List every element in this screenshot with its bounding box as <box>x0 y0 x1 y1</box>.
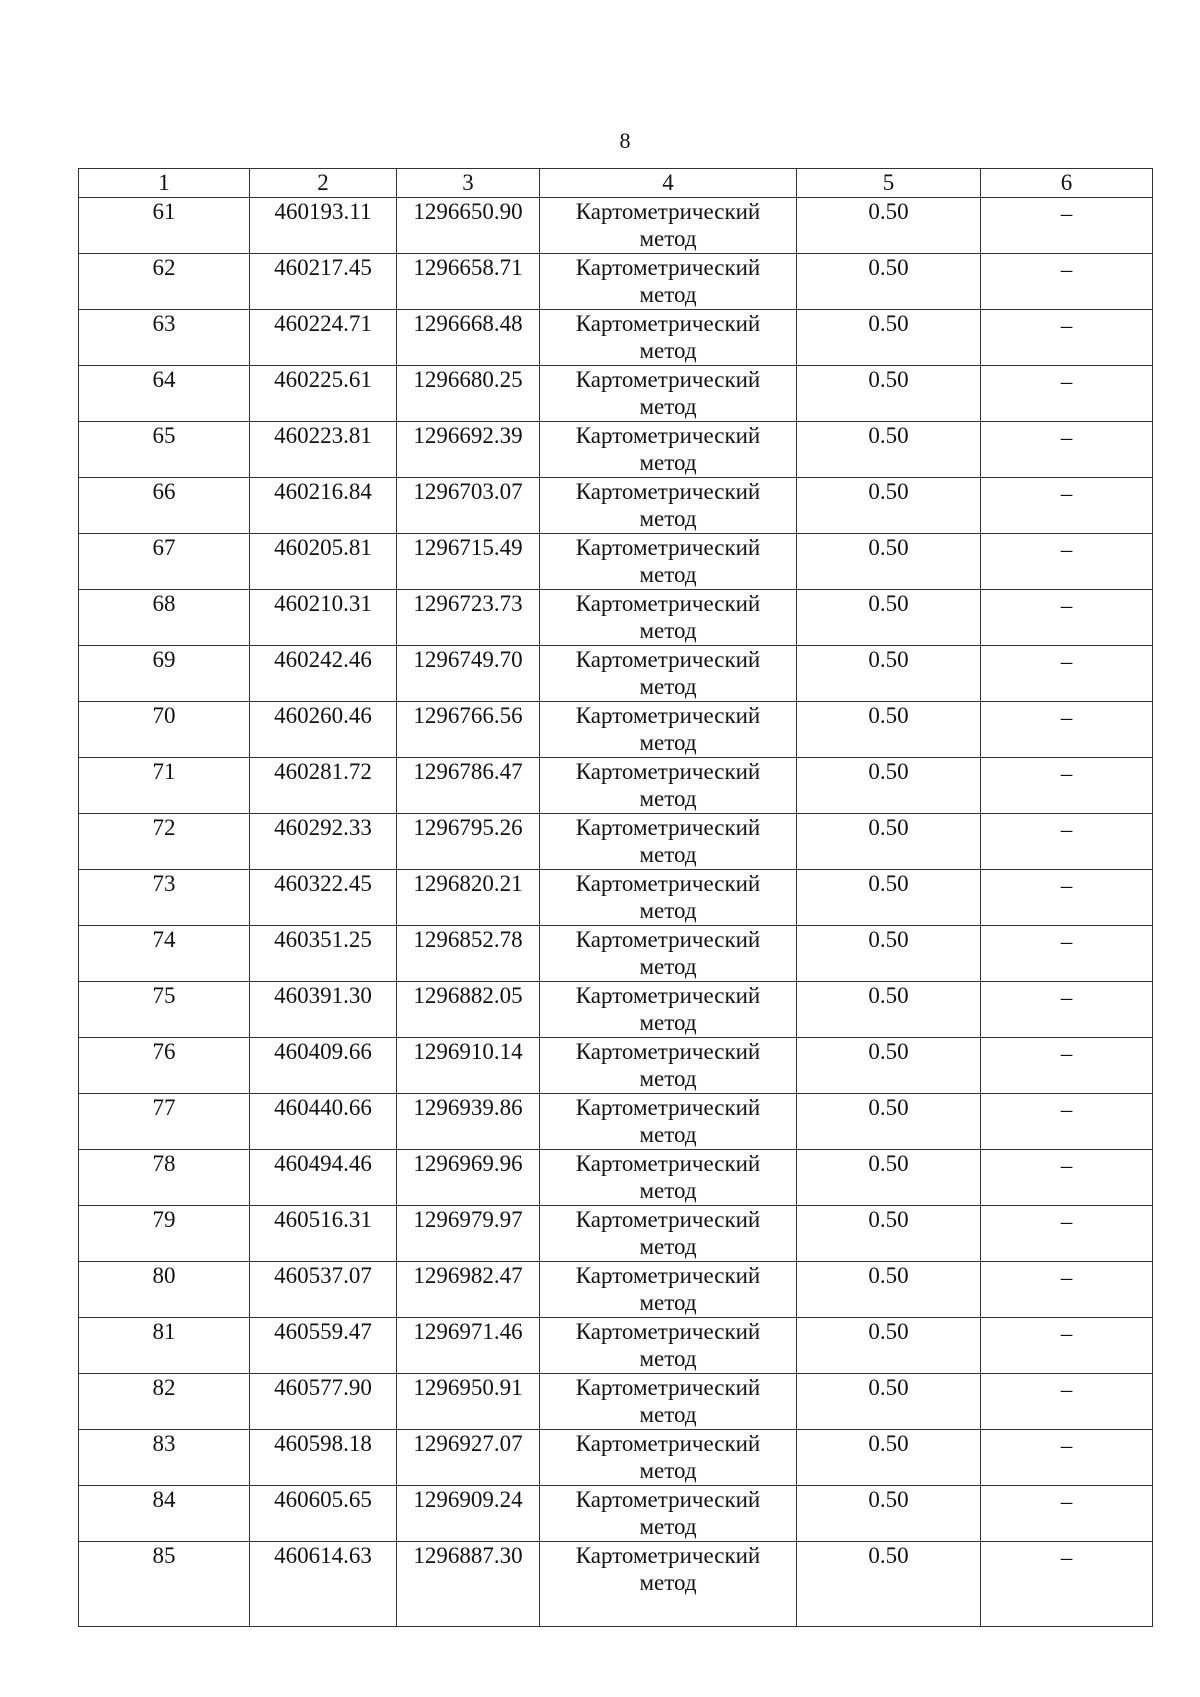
y-coordinate-cell: 1296650.90 <box>397 198 540 254</box>
method-line-2: метод <box>639 1122 697 1147</box>
method-line-1: Картометрический <box>575 423 761 448</box>
x-coordinate-cell: 460242.46 <box>250 646 397 702</box>
y-coordinate-cell: 1296692.39 <box>397 422 540 478</box>
method-line-2: метод <box>639 1010 697 1035</box>
y-coordinate-cell: 1296927.07 <box>397 1430 540 1486</box>
point-number-cell: 73 <box>79 870 250 926</box>
accuracy-cell: 0.50 <box>797 1094 981 1150</box>
accuracy-cell: 0.50 <box>797 534 981 590</box>
note-dash: – <box>1060 257 1073 282</box>
point-number-cell: 83 <box>79 1430 250 1486</box>
point-number-cell: 72 <box>79 814 250 870</box>
x-coordinate-cell: 460494.46 <box>250 1150 397 1206</box>
note-dash: – <box>1060 1209 1073 1234</box>
point-number-cell: 80 <box>79 1262 250 1318</box>
y-coordinate-cell: 1296939.86 <box>397 1094 540 1150</box>
y-coordinate-cell: 1296909.24 <box>397 1486 540 1542</box>
method-line-1: Картометрический <box>575 871 761 896</box>
column-header-4: 4 <box>540 169 797 198</box>
note-cell <box>981 422 1153 478</box>
accuracy-cell: 0.50 <box>797 1206 981 1262</box>
accuracy-cell: 0.50 <box>797 1318 981 1374</box>
accuracy-cell: 0.50 <box>797 814 981 870</box>
method-cell <box>540 254 797 310</box>
method-cell <box>540 814 797 870</box>
method-cell <box>540 422 797 478</box>
method-line-2: метод <box>639 954 697 979</box>
accuracy-cell: 0.50 <box>797 1542 981 1627</box>
note-cell <box>981 1262 1153 1318</box>
table-row <box>79 1374 1153 1430</box>
note-dash: – <box>1060 929 1073 954</box>
y-coordinate-cell: 1296703.07 <box>397 478 540 534</box>
note-dash: – <box>1060 313 1073 338</box>
method-line-2: метод <box>639 1066 697 1091</box>
table-row <box>79 926 1153 982</box>
method-cell <box>540 1094 797 1150</box>
method-line-2: метод <box>639 226 697 251</box>
point-number-cell: 81 <box>79 1318 250 1374</box>
note-cell <box>981 870 1153 926</box>
x-coordinate-cell: 460351.25 <box>250 926 397 982</box>
method-line-1: Картометрический <box>575 1207 761 1232</box>
point-number-cell: 64 <box>79 366 250 422</box>
method-line-2: метод <box>639 842 697 867</box>
method-line-2: метод <box>639 394 697 419</box>
method-line-2: метод <box>639 1514 697 1539</box>
x-coordinate-cell: 460614.63 <box>250 1542 397 1627</box>
method-cell <box>540 534 797 590</box>
table-row <box>79 1542 1153 1627</box>
method-cell <box>540 982 797 1038</box>
point-number-cell: 82 <box>79 1374 250 1430</box>
method-cell <box>540 702 797 758</box>
table-row <box>79 478 1153 534</box>
method-cell <box>540 926 797 982</box>
column-header-3: 3 <box>397 169 540 198</box>
point-number-cell: 65 <box>79 422 250 478</box>
note-dash: – <box>1060 985 1073 1010</box>
method-cell <box>540 366 797 422</box>
accuracy-cell: 0.50 <box>797 1374 981 1430</box>
x-coordinate-cell: 460322.45 <box>250 870 397 926</box>
table-header <box>79 169 1153 198</box>
y-coordinate-cell: 1296950.91 <box>397 1374 540 1430</box>
accuracy-cell: 0.50 <box>797 758 981 814</box>
column-header-6: 6 <box>981 169 1153 198</box>
note-dash: – <box>1060 425 1073 450</box>
note-cell <box>981 478 1153 534</box>
point-number-cell: 61 <box>79 198 250 254</box>
table-row <box>79 1430 1153 1486</box>
point-number-cell: 67 <box>79 534 250 590</box>
method-line-2: метод <box>639 506 697 531</box>
accuracy-cell: 0.50 <box>797 198 981 254</box>
table-row <box>79 1262 1153 1318</box>
method-line-2: метод <box>639 1570 697 1595</box>
method-cell <box>540 1206 797 1262</box>
method-line-1: Картометрический <box>575 759 761 784</box>
table-row <box>79 982 1153 1038</box>
method-line-1: Картометрический <box>575 647 761 672</box>
method-line-2: метод <box>639 618 697 643</box>
method-line-1: Картометрический <box>575 1487 761 1512</box>
y-coordinate-cell: 1296887.30 <box>397 1542 540 1627</box>
method-line-2: метод <box>639 1402 697 1427</box>
table-row <box>79 646 1153 702</box>
method-cell <box>540 198 797 254</box>
table-row <box>79 814 1153 870</box>
x-coordinate-cell: 460281.72 <box>250 758 397 814</box>
point-number-cell: 75 <box>79 982 250 1038</box>
accuracy-cell: 0.50 <box>797 1038 981 1094</box>
point-number-cell: 74 <box>79 926 250 982</box>
method-line-1: Картометрический <box>575 1543 761 1568</box>
table-row <box>79 590 1153 646</box>
y-coordinate-cell: 1296766.56 <box>397 702 540 758</box>
note-cell <box>981 982 1153 1038</box>
note-cell <box>981 254 1153 310</box>
y-coordinate-cell: 1296786.47 <box>397 758 540 814</box>
x-coordinate-cell: 460409.66 <box>250 1038 397 1094</box>
method-line-2: метод <box>639 450 697 475</box>
note-dash: – <box>1060 1265 1073 1290</box>
method-cell <box>540 870 797 926</box>
note-cell <box>981 1094 1153 1150</box>
point-number-cell: 85 <box>79 1542 250 1627</box>
y-coordinate-cell: 1296749.70 <box>397 646 540 702</box>
note-cell <box>981 1542 1153 1627</box>
note-dash: – <box>1060 1097 1073 1122</box>
note-dash: – <box>1060 761 1073 786</box>
point-number-cell: 71 <box>79 758 250 814</box>
x-coordinate-cell: 460577.90 <box>250 1374 397 1430</box>
note-dash: – <box>1060 481 1073 506</box>
x-coordinate-cell: 460537.07 <box>250 1262 397 1318</box>
method-line-2: метод <box>639 1290 697 1315</box>
method-line-1: Картометрический <box>575 311 761 336</box>
table-row <box>79 1150 1153 1206</box>
point-number-cell: 66 <box>79 478 250 534</box>
note-dash: – <box>1060 649 1073 674</box>
y-coordinate-cell: 1296852.78 <box>397 926 540 982</box>
method-line-2: метод <box>639 338 697 363</box>
method-line-2: метод <box>639 1346 697 1371</box>
y-coordinate-cell: 1296979.97 <box>397 1206 540 1262</box>
note-cell <box>981 814 1153 870</box>
note-cell <box>981 646 1153 702</box>
method-cell <box>540 1262 797 1318</box>
method-line-1: Картометрический <box>575 927 761 952</box>
y-coordinate-cell: 1296658.71 <box>397 254 540 310</box>
x-coordinate-cell: 460516.31 <box>250 1206 397 1262</box>
note-dash: – <box>1060 1377 1073 1402</box>
note-dash: – <box>1060 369 1073 394</box>
column-header-2: 2 <box>250 169 397 198</box>
note-dash: – <box>1060 1545 1073 1570</box>
x-coordinate-cell: 460205.81 <box>250 534 397 590</box>
x-coordinate-cell: 460216.84 <box>250 478 397 534</box>
note-cell <box>981 310 1153 366</box>
method-line-2: метод <box>639 786 697 811</box>
note-dash: – <box>1060 1433 1073 1458</box>
note-cell <box>981 198 1153 254</box>
column-header-5: 5 <box>797 169 981 198</box>
method-cell <box>540 1318 797 1374</box>
x-coordinate-cell: 460440.66 <box>250 1094 397 1150</box>
method-cell <box>540 1374 797 1430</box>
y-coordinate-cell: 1296723.73 <box>397 590 540 646</box>
x-coordinate-cell: 460193.11 <box>250 198 397 254</box>
point-number-cell: 79 <box>79 1206 250 1262</box>
note-dash: – <box>1060 1489 1073 1514</box>
method-line-2: метод <box>639 898 697 923</box>
method-cell <box>540 1542 797 1627</box>
table-row <box>79 422 1153 478</box>
accuracy-cell: 0.50 <box>797 646 981 702</box>
note-dash: – <box>1060 1321 1073 1346</box>
note-cell <box>981 702 1153 758</box>
method-line-2: метод <box>639 1234 697 1259</box>
note-cell <box>981 1318 1153 1374</box>
method-line-1: Картометрический <box>575 535 761 560</box>
point-number-cell: 70 <box>79 702 250 758</box>
table-row <box>79 1094 1153 1150</box>
method-cell <box>540 646 797 702</box>
column-header-1: 1 <box>79 169 250 198</box>
method-cell <box>540 590 797 646</box>
x-coordinate-cell: 460605.65 <box>250 1486 397 1542</box>
accuracy-cell: 0.50 <box>797 590 981 646</box>
note-dash: – <box>1060 593 1073 618</box>
method-line-1: Картометрический <box>575 367 761 392</box>
y-coordinate-cell: 1296715.49 <box>397 534 540 590</box>
method-cell <box>540 478 797 534</box>
y-coordinate-cell: 1296795.26 <box>397 814 540 870</box>
table-body <box>79 198 1153 1627</box>
note-cell <box>981 1206 1153 1262</box>
method-line-1: Картометрический <box>575 1263 761 1288</box>
y-coordinate-cell: 1296910.14 <box>397 1038 540 1094</box>
table-row <box>79 758 1153 814</box>
y-coordinate-cell: 1296820.21 <box>397 870 540 926</box>
accuracy-cell: 0.50 <box>797 1430 981 1486</box>
coordinates-table <box>78 168 1153 1627</box>
accuracy-cell: 0.50 <box>797 870 981 926</box>
method-cell <box>540 1038 797 1094</box>
accuracy-cell: 0.50 <box>797 1150 981 1206</box>
x-coordinate-cell: 460391.30 <box>250 982 397 1038</box>
x-coordinate-cell: 460210.31 <box>250 590 397 646</box>
table-row <box>79 1206 1153 1262</box>
note-dash: – <box>1060 873 1073 898</box>
note-cell <box>981 534 1153 590</box>
table-row <box>79 702 1153 758</box>
x-coordinate-cell: 460260.46 <box>250 702 397 758</box>
table-row <box>79 534 1153 590</box>
accuracy-cell: 0.50 <box>797 310 981 366</box>
y-coordinate-cell: 1296971.46 <box>397 1318 540 1374</box>
x-coordinate-cell: 460598.18 <box>250 1430 397 1486</box>
y-coordinate-cell: 1296680.25 <box>397 366 540 422</box>
method-line-1: Картометрический <box>575 1375 761 1400</box>
accuracy-cell: 0.50 <box>797 478 981 534</box>
note-cell <box>981 1486 1153 1542</box>
table-row <box>79 254 1153 310</box>
y-coordinate-cell: 1296668.48 <box>397 310 540 366</box>
table-row <box>79 1038 1153 1094</box>
table-row <box>79 310 1153 366</box>
note-cell <box>981 1430 1153 1486</box>
note-dash: – <box>1060 537 1073 562</box>
method-line-1: Картометрический <box>575 1039 761 1064</box>
method-line-1: Картометрический <box>575 591 761 616</box>
method-line-1: Картометрический <box>575 1151 761 1176</box>
point-number-cell: 69 <box>79 646 250 702</box>
point-number-cell: 78 <box>79 1150 250 1206</box>
method-line-1: Картометрический <box>575 1095 761 1120</box>
table-row <box>79 198 1153 254</box>
x-coordinate-cell: 460292.33 <box>250 814 397 870</box>
table-row <box>79 366 1153 422</box>
note-cell <box>981 590 1153 646</box>
page-number: 8 <box>619 128 631 153</box>
note-cell <box>981 758 1153 814</box>
method-cell <box>540 1430 797 1486</box>
method-line-1: Картометрический <box>575 479 761 504</box>
point-number-cell: 68 <box>79 590 250 646</box>
method-line-1: Картометрический <box>575 1431 761 1456</box>
accuracy-cell: 0.50 <box>797 702 981 758</box>
y-coordinate-cell: 1296982.47 <box>397 1262 540 1318</box>
y-coordinate-cell: 1296882.05 <box>397 982 540 1038</box>
x-coordinate-cell: 460223.81 <box>250 422 397 478</box>
point-number-cell: 76 <box>79 1038 250 1094</box>
accuracy-cell: 0.50 <box>797 422 981 478</box>
x-coordinate-cell: 460559.47 <box>250 1318 397 1374</box>
method-cell <box>540 1150 797 1206</box>
note-dash: – <box>1060 817 1073 842</box>
point-number-cell: 63 <box>79 310 250 366</box>
accuracy-cell: 0.50 <box>797 254 981 310</box>
note-dash: – <box>1060 201 1073 226</box>
note-cell <box>981 1150 1153 1206</box>
y-coordinate-cell: 1296969.96 <box>397 1150 540 1206</box>
method-line-1: Картометрический <box>575 703 761 728</box>
method-line-1: Картометрический <box>575 1319 761 1344</box>
method-line-1: Картометрический <box>575 255 761 280</box>
method-line-2: метод <box>639 730 697 755</box>
point-number-cell: 77 <box>79 1094 250 1150</box>
method-line-2: метод <box>639 282 697 307</box>
method-line-1: Картометрический <box>575 815 761 840</box>
table-row <box>79 1486 1153 1542</box>
method-cell <box>540 310 797 366</box>
accuracy-cell: 0.50 <box>797 982 981 1038</box>
note-cell <box>981 1374 1153 1430</box>
note-dash: – <box>1060 705 1073 730</box>
method-line-2: метод <box>639 1458 697 1483</box>
note-cell <box>981 926 1153 982</box>
method-line-2: метод <box>639 1178 697 1203</box>
method-line-1: Картометрический <box>575 199 761 224</box>
table-row <box>79 870 1153 926</box>
note-cell <box>981 1038 1153 1094</box>
accuracy-cell: 0.50 <box>797 366 981 422</box>
method-line-1: Картометрический <box>575 983 761 1008</box>
accuracy-cell: 0.50 <box>797 1486 981 1542</box>
method-cell <box>540 758 797 814</box>
method-line-2: метод <box>639 674 697 699</box>
accuracy-cell: 0.50 <box>797 926 981 982</box>
method-line-2: метод <box>639 562 697 587</box>
note-dash: – <box>1060 1153 1073 1178</box>
accuracy-cell: 0.50 <box>797 1262 981 1318</box>
point-number-cell: 62 <box>79 254 250 310</box>
note-dash: – <box>1060 1041 1073 1066</box>
x-coordinate-cell: 460217.45 <box>250 254 397 310</box>
header-row <box>79 169 1153 198</box>
table-row <box>79 1318 1153 1374</box>
x-coordinate-cell: 460225.61 <box>250 366 397 422</box>
method-cell <box>540 1486 797 1542</box>
point-number-cell: 84 <box>79 1486 250 1542</box>
note-cell <box>981 366 1153 422</box>
x-coordinate-cell: 460224.71 <box>250 310 397 366</box>
